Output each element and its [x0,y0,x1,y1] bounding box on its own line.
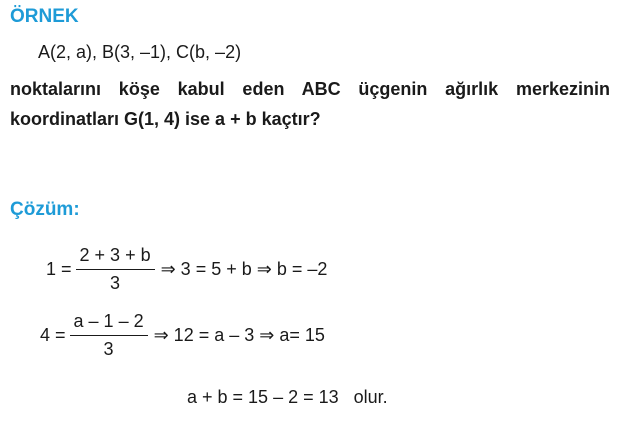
equation-lhs: 1 = [46,259,72,279]
equation-rhs: ⇒ 3 = 5 + b ⇒ b = –2 [160,259,328,279]
final-result: a + b = 15 – 2 = 13 olur. [187,387,388,407]
equation-rhs: ⇒ 12 = a – 3 ⇒ a= 15 [153,325,325,345]
triangle-vertices: A(2, a), B(3, –1), C(b, –2) [38,42,242,62]
example-heading: ÖRNEK [10,6,79,27]
fraction-denominator: 3 [103,339,114,359]
question-line-2: koordinatları G(1, 4) ise a + b kaçtır? [10,109,321,129]
question-line-1: noktalarını köşe kabul eden ABC üçgenin ağırlık merkezinin [10,79,610,99]
solution-heading: Çözüm: [10,199,80,220]
fraction-numerator: 2 + 3 + b [76,245,155,270]
fraction-denominator: 3 [110,273,121,293]
equation-lhs: 4 = [40,325,66,345]
fraction [76,245,155,294]
fraction [70,311,148,360]
equation-y-coordinate [40,311,325,360]
fraction-numerator: a – 1 – 2 [70,311,148,336]
equation-x-coordinate [46,245,327,294]
question-text [10,74,610,134]
